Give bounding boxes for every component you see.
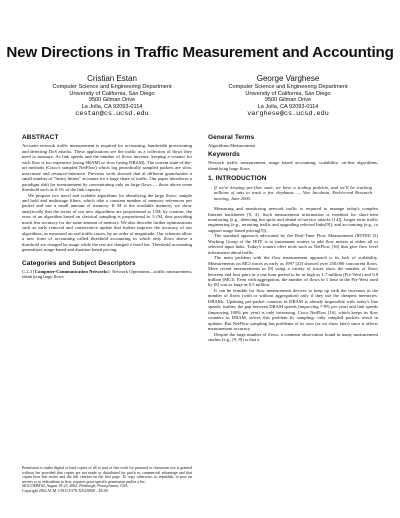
intro-heading: 1. INTRODUCTION <box>208 175 267 183</box>
author-block-2 <box>198 74 378 119</box>
author-city: La Jolla, CA 92093-0114 <box>81 103 143 110</box>
author-university: University of California, San Diego <box>245 90 331 97</box>
author-email: varghese@cs.ucsd.edu <box>247 110 329 119</box>
categories-bold: Computer-Communication Networks <box>34 268 108 274</box>
author-name: Cristian Estan <box>87 74 137 83</box>
general-terms-text: Algorithms,Measurement <box>208 143 256 149</box>
keywords-heading: Keywords <box>208 150 240 158</box>
author-city: La Jolla, CA 92093-0114 <box>257 103 319 110</box>
categories-prefix: C.2.3 [ <box>22 268 35 274</box>
author-block-1 <box>22 74 202 119</box>
intro-paragraph: The standard approach advocated by the Real-Time Flow Measurement (RTFM) [3] Working Group of the IETF is to instrument routers to add flow meters at either all or selected input links. Today's routers offer tools such as NetFlow [16] that give flow level information about traffic. <box>208 233 378 255</box>
author-university: University of California, San Diego <box>69 90 155 97</box>
categories-text <box>22 269 192 280</box>
author-name: George Varghese <box>256 74 320 83</box>
abstract-paragraph: We propose two novel and scalable algorithms for identifying the large flows: sample and hold and multistage filters, which take a constant number of memory references per packet and use a small amount of memory. If M is the available memory, we show analytically that the errors of our new algorithms are proportional to 1/M; by contrast, the error of an algorithm based on classical sampling is proportional to 1/√M, thus providing much less accuracy for the same amount of memory. We also describe further optimizations such as early removal and conservative update that further improve the accuracy of our algorithms, as measured on real traffic traces, by an order of magnitude. Our schemes allow a new form of accounting called threshold accounting in which only flows above a threshold are charged by usage while the rest are charged a fixed fee. Threshold accounting generalizes usage-based and duration based pricing. <box>22 192 192 253</box>
copyright-footnote <box>22 466 192 494</box>
abstract-paragraph: Accurate network traffic measurement is required for accounting, bandwidth provisioning and detecting DoS attacks. These applications see the traffic as a collection of flows they need to measure. As link speeds and the number of flows increase, keeping a counter for each flow is too expensive (using SRAM) or slow (using DRAM). The current state-of-the-art methods (Cisco's sampled NetFlow) which log periodically sampled packets are slow, inaccurate and resource-intensive. Previous work showed that at different granularities a small number of "heavy hitters" accounts for a large share of traffic. Our paper introduces a paradigm shift for measurement by concentrating only on large flows — those above some threshold such as 0.1% of the link capacity. <box>22 143 192 193</box>
categories-suffix: ]: Network Operations—traffic measurement, identifying large flows <box>22 268 192 280</box>
author-dept: Computer Science and Engineering Department <box>52 84 172 90</box>
abstract-heading: ABSTRACT <box>22 134 59 141</box>
copyright-line: Copyright 2002 ACM 1-58113-570-X/02/0008 ...$5.00. <box>22 488 109 493</box>
permission-text: Permission to make digital or hard copies of all or part of this work for personal or classroom use is granted without fee provided that copies are not made or distributed for profit or commercial advantage and that copies bear this notice and the full citation on the first page. To copy otherwise, to republish, to post on servers or to redistribute to lists, requires prior specific permission and/or a fee. <box>22 466 192 484</box>
intro-quote: If we're keeping per-flow state, we have a scaling problem, and we'll be tracking millions of ants to track a few elephants. — Van Jacobson, End-to-end Research meeting, June 2000. <box>214 184 372 201</box>
author-email: cestan@cs.ucsd.edu <box>75 110 149 119</box>
left-column <box>22 135 192 280</box>
author-street: 9500 Gilman Drive <box>264 97 312 104</box>
conference-line: SIGCOMM'02, August 19-23, 2002, Pittsburgh, Pennsylvania, USA. <box>22 484 129 489</box>
right-column <box>208 135 378 342</box>
intro-paragraph: It can be feasible for flow measurement devices to keep up with the increases in the number of flows (with or without aggregation) only if they use the cheapest memories: DRAMs. Updating per-packet counters in DRAM is already impossible with today's line speeds; further, the gap between DRAM speeds (improving 7-9% per year) and link speeds (improving 100% per year) is only increasing. Cisco NetFlow [16], which keeps its flow counters in DRAM, solves this problem by sampling: only sampled packets result in updates. But NetFlow sampling has problems of its own (as we show later) since it affects measurement accuracy. <box>208 287 378 332</box>
author-street: 9500 Gilman Drive <box>88 97 136 104</box>
intro-paragraph: The main problem with the flow measurement approach is its lack of scalability. Measurements on MCI traces as early as 1997 [22] showed over 250,000 concurrent flows. More recent measurements in [8] using a variety of traces show the number of flows between end host pairs in a one hour period to be as high as 1.7 million (Fix-West) and 0.8 million (MCI). Even with aggregation, the number of flows in 1 hour in the Fix-West used by [8] was as large as 0.5 million. <box>208 255 378 288</box>
categories-heading: Categories and Subject Descriptors <box>22 259 136 267</box>
intro-paragraph: Measuring and monitoring network traffic is required to manage today's complex Internet backbones [9, 4]. Such measurement information is essential for short-term monitoring (e.g., detecting hot spots and denial-of-service attacks [14]), longer term traffic engineering (e.g., rerouting traffic and upgrading selected links[9]), and accounting (e.g., to support usage based pricing[5]). <box>208 206 378 233</box>
intro-paragraph: Despite the large number of flows, a common observation found in many measurement studies (e.g., [9, 8]) is that a <box>208 331 378 342</box>
keywords-text: Network traffic measurement, usage based accounting, scalability, on-line algorithms, identifying large flows <box>208 160 378 171</box>
author-dept: Computer Science and Engineering Department <box>228 84 348 90</box>
paper-title: New Directions in Traffic Measurement and Accounting <box>6 44 394 61</box>
general-terms-heading: General Terms <box>208 134 255 141</box>
